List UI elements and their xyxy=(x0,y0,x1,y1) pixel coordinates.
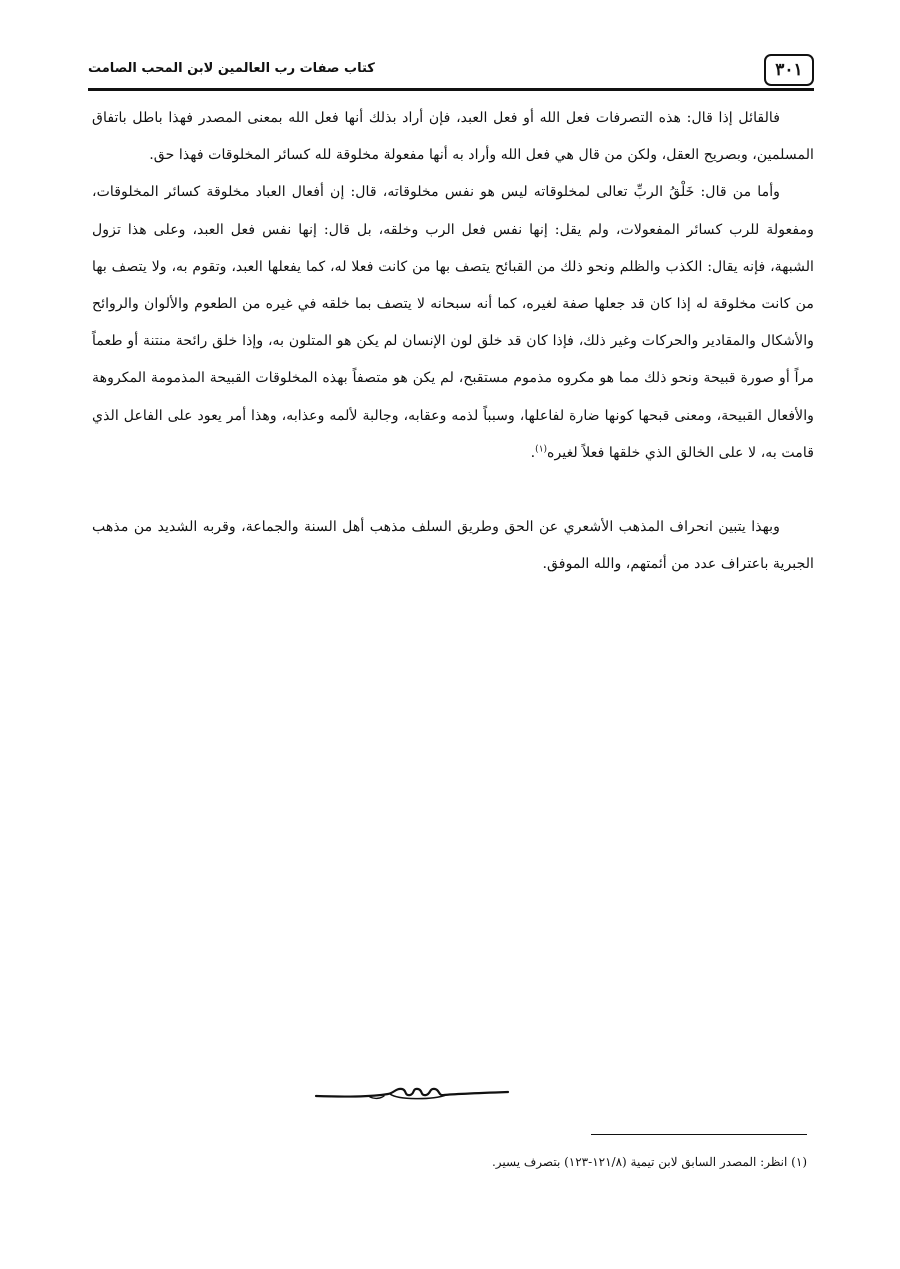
calligraphic-flourish-divider-icon xyxy=(314,1080,510,1106)
book-title: كتاب صفات رب العالمين لابن المحب الصامت xyxy=(88,61,375,76)
page-header xyxy=(88,54,814,94)
footnote-marker[interactable]: (١) xyxy=(535,444,548,455)
header-rule xyxy=(88,88,814,91)
paragraph-2-text: وأما من قال: خَلْقُ الربِّ تعالى لمخلوقاته ليس هو نفس مخلوقاته، قال: إن أفعال العباد مخلوقة كسائر المخلوقات، ومفعولة للرب كسائر المفعولات، ولم يقل: إنها نفس فعل الرب وخلقه، بل قال: إنها نفس فعل العبد، وعلى هذا تزول الشبهة، فإنه يقال: الكذب والظلم ونحو ذلك من القبائح يتصف بها من كانت فعلا له، كما يفعلها العبد، وتقوم به، ولا يتصف بها من كانت مخلوقة له إذا كان قد جعلها صفة لغيره، كما أنه سبحانه لا يتصف بما خلقه في غيره من الطعوم والألوان والروائح والأشكال والمقادير والحركات وغير ذلك، فإذا كان قد خلق لون الإنسان لم يكن هو المتلون به، وإذا خلق رائحة منتنة أو طعماً مراً أو صورة قبيحة ونحو ذلك مما هو مكروه مذموم مستقبح، لم يكن هو متصفاً بهذه المخلوقات القبيحة المذمومة المكروهة والأفعال القبيحة، ومعنى قبحها كونها ضارة لفاعلها، وسبباً لذمه وعقابه، وجالبة لألمه وعذابه، وهذا أمر يعود على الفاعل الذي قامت به، لا على الخالق الذي خلقها فعلاً لغيره xyxy=(92,184,814,461)
paragraph-2 xyxy=(92,174,814,472)
page-number: ٣٠١ xyxy=(764,54,814,86)
footnote-rule xyxy=(591,1134,807,1135)
paragraph-2-end: . xyxy=(530,444,536,461)
paragraph-1: فالقائل إذا قال: هذه التصرفات فعل الله أو فعل العبد، فإن أراد بذلك أنها فعل الله بمعنى المصدر فهذا باطل باتفاق المسلمين، وبصريح العقل، ولكن من قال هي فعل الله وأراد به أنها مفعولة مخلوقة لله كسائر المخلوقات فهذا حق. xyxy=(92,110,814,164)
footnote: (١) انظر: المصدر السابق لابن تيمية (١٢١/٨-١٢٣) بتصرف يسير. xyxy=(491,1155,807,1169)
closing-paragraph: وبهذا يتبين انحراف المذهب الأشعري عن الحق وطريق السلف مذهب أهل السنة والجماعة، وقربه الشديد من مذهب الجبرية باعتراف عدد من أئمتهم، والله الموفق. xyxy=(92,519,814,573)
main-text xyxy=(92,100,814,583)
